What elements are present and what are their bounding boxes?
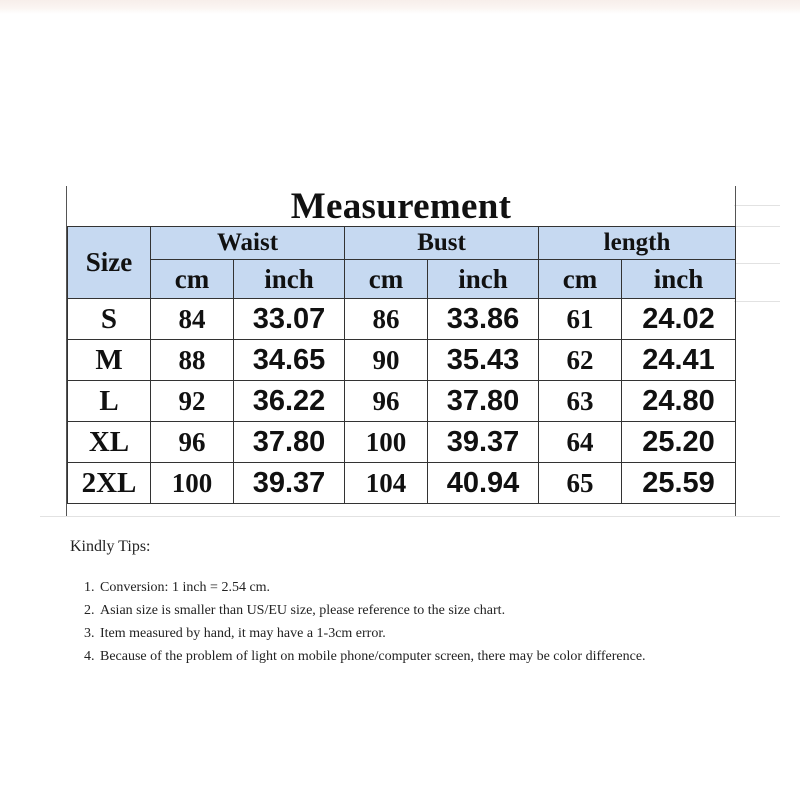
waist-header: Waist bbox=[151, 227, 345, 260]
bust-cm-cell: 86 bbox=[345, 299, 428, 340]
bust-inch-cell: 40.94 bbox=[428, 463, 539, 504]
table-row bbox=[68, 299, 736, 340]
waist-inch-cell: 34.65 bbox=[234, 340, 345, 381]
waist-inch-cell: 39.37 bbox=[234, 463, 345, 504]
tips-heading: Kindly Tips: bbox=[70, 538, 151, 555]
kindly-tips bbox=[70, 538, 750, 668]
waist-cm-cell: 100 bbox=[151, 463, 234, 504]
table-row bbox=[68, 340, 736, 381]
waist-cm-cell: 96 bbox=[151, 422, 234, 463]
length-cm-cell: 65 bbox=[539, 463, 622, 504]
unit-header: cm bbox=[539, 260, 622, 299]
waist-inch-cell: 37.80 bbox=[234, 422, 345, 463]
bust-inch-cell: 37.80 bbox=[428, 381, 539, 422]
waist-inch-cell: 33.07 bbox=[234, 299, 345, 340]
bust-header: Bust bbox=[345, 227, 539, 260]
size-cell: XL bbox=[68, 422, 151, 463]
bust-cm-cell: 96 bbox=[345, 381, 428, 422]
size-chart-table bbox=[67, 226, 736, 504]
length-cm-cell: 64 bbox=[539, 422, 622, 463]
size-cell: L bbox=[68, 381, 151, 422]
tip-item: 1. Conversion: 1 inch = 2.54 cm. bbox=[98, 576, 750, 599]
length-cm-cell: 61 bbox=[539, 299, 622, 340]
bust-cm-cell: 104 bbox=[345, 463, 428, 504]
length-cm-cell: 62 bbox=[539, 340, 622, 381]
tip-item: 4. Because of the problem of light on mobile phone/computer screen, there may be color difference. bbox=[98, 645, 750, 668]
table-title: Measurement bbox=[290, 186, 512, 227]
length-inch-cell: 24.80 bbox=[622, 381, 736, 422]
waist-cm-cell: 88 bbox=[151, 340, 234, 381]
waist-inch-cell: 36.22 bbox=[234, 381, 345, 422]
waist-cm-cell: 84 bbox=[151, 299, 234, 340]
tip-item: 2. Asian size is smaller than US/EU size, please reference to the size chart. bbox=[98, 599, 750, 622]
top-band bbox=[0, 0, 800, 14]
unit-header: inch bbox=[234, 260, 345, 299]
unit-header: cm bbox=[151, 260, 234, 299]
bust-inch-cell: 39.37 bbox=[428, 422, 539, 463]
length-cm-cell: 63 bbox=[539, 381, 622, 422]
table-row bbox=[68, 463, 736, 504]
bust-inch-cell: 33.86 bbox=[428, 299, 539, 340]
measurement-sheet bbox=[66, 186, 736, 516]
unit-header: cm bbox=[345, 260, 428, 299]
bust-inch-cell: 35.43 bbox=[428, 340, 539, 381]
size-cell: S bbox=[68, 299, 151, 340]
size-cell: 2XL bbox=[68, 463, 151, 504]
length-header: length bbox=[539, 227, 736, 260]
size-cell: M bbox=[68, 340, 151, 381]
tip-item: 3. Item measured by hand, it may have a 1-3cm error. bbox=[98, 622, 750, 645]
bust-cm-cell: 100 bbox=[345, 422, 428, 463]
waist-cm-cell: 92 bbox=[151, 381, 234, 422]
bust-cm-cell: 90 bbox=[345, 340, 428, 381]
length-inch-cell: 24.41 bbox=[622, 340, 736, 381]
tips-list bbox=[70, 576, 750, 668]
length-inch-cell: 25.20 bbox=[622, 422, 736, 463]
size-header: Size bbox=[68, 227, 151, 299]
length-inch-cell: 24.02 bbox=[622, 299, 736, 340]
unit-header: inch bbox=[428, 260, 539, 299]
table-row bbox=[68, 381, 736, 422]
unit-header: inch bbox=[622, 260, 736, 299]
table-row bbox=[68, 422, 736, 463]
length-inch-cell: 25.59 bbox=[622, 463, 736, 504]
